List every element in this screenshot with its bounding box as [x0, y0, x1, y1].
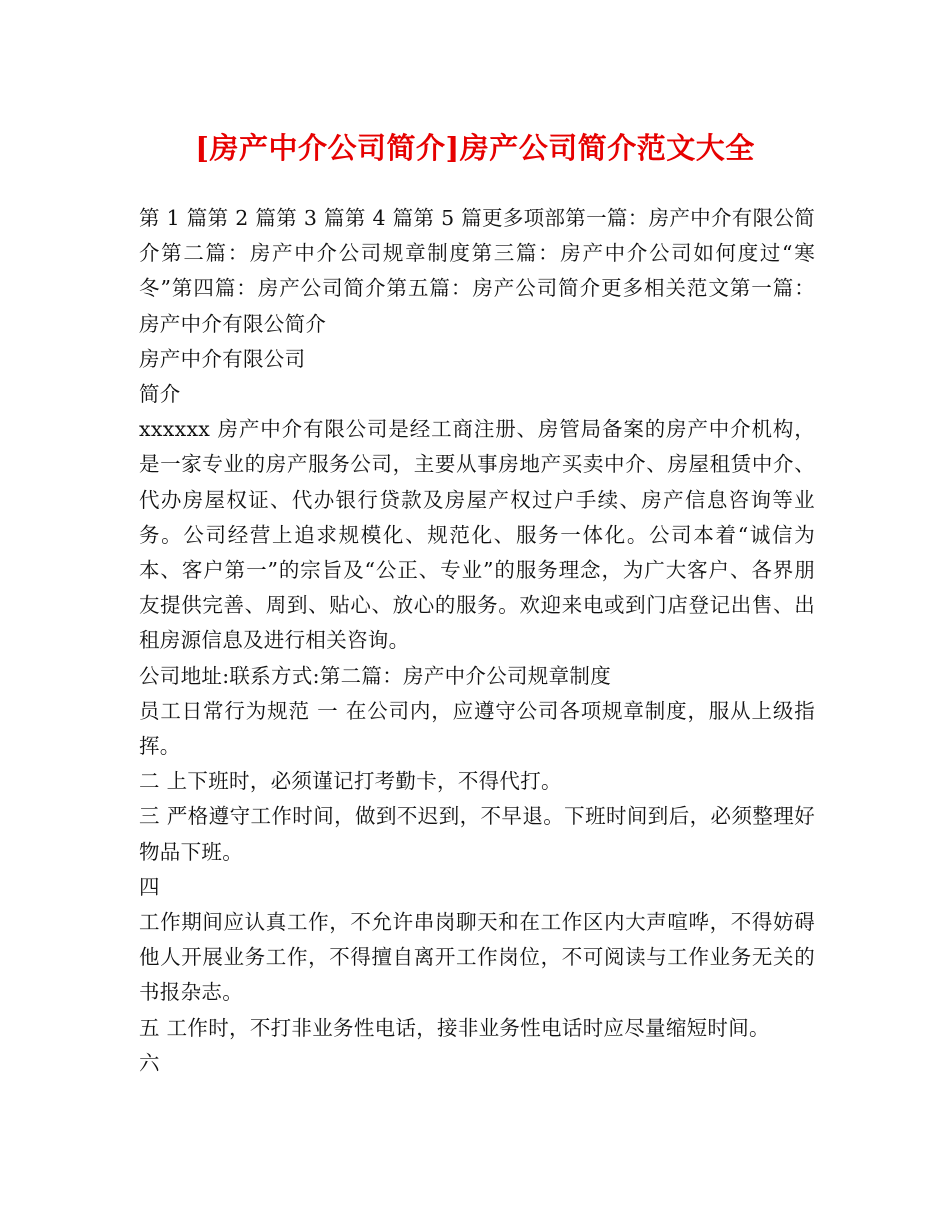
paragraph-intro-heading: 简介	[139, 382, 181, 407]
document-title: [房产中介公司简介]房产公司简介范文大全	[195, 131, 755, 165]
paragraph-rule-5: 五 工作时，不打非业务性电话，接非业务性电话时应尽量缩短时间。	[139, 1015, 770, 1040]
paragraph-rule-6-heading: 六	[139, 1050, 160, 1075]
paragraph-company-intro: xxxxxx 房产中介有限公司是经工商注册、房管局备案的房产中介机构，是一家专业的房产服务公司，主要从事房地产买卖中介、房屋租赁中介、代办房屋权证、代办银行贷款及房屋产权过户手续、房产信息咨询等业务。公司经营上追求规模化、规范化、服务一体化。公司本着“诚信为本、客户第一”的宗旨及“公正、专业”的服务理念，为广大客户、各界朋友提供完善、周到、贴心、放心的服务。欢迎来电或到门店登记出售、出租房源信息及进行相关咨询。	[139, 417, 815, 653]
document-body	[139, 201, 815, 1081]
paragraph-rule-3: 三 严格遵守工作时间，做到不迟到，不早退。下班时间到后，必须整理好物品下班。	[139, 804, 815, 864]
paragraph-address-contact: 公司地址:联系方式:第二篇：房产中介公司规章制度	[139, 663, 612, 688]
paragraph-contents-list: 第 1 篇第 2 篇第 3 篇第 4 篇第 5 篇更多项部第一篇：房产中介有限公简介第二篇：房产中介公司规章制度第三篇：房产中介公司如何度过“寒冬”第四篇：房产公司简介第五篇：房产公司简介更多相关范文第一篇：房产中介有限公简介	[139, 206, 815, 336]
paragraph-rule-4: 工作期间应认真工作，不允许串岗聊天和在工作区内大声喧哗，不得妨碍他人开展业务工作，不得擅自离开工作岗位，不可阅读与工作业务无关的书报杂志。	[139, 910, 815, 1005]
paragraph-rule-4-heading: 四	[139, 874, 160, 899]
paragraph-company-name: 房产中介有限公司	[139, 346, 306, 371]
paragraph-rule-1: 员工日常行为规范 一 在公司内，应遵守公司各项规章制度，服从上级指挥。	[139, 698, 815, 759]
paragraph-rule-2: 二 上下班时，必须谨记打考勤卡，不得代打。	[139, 769, 562, 794]
